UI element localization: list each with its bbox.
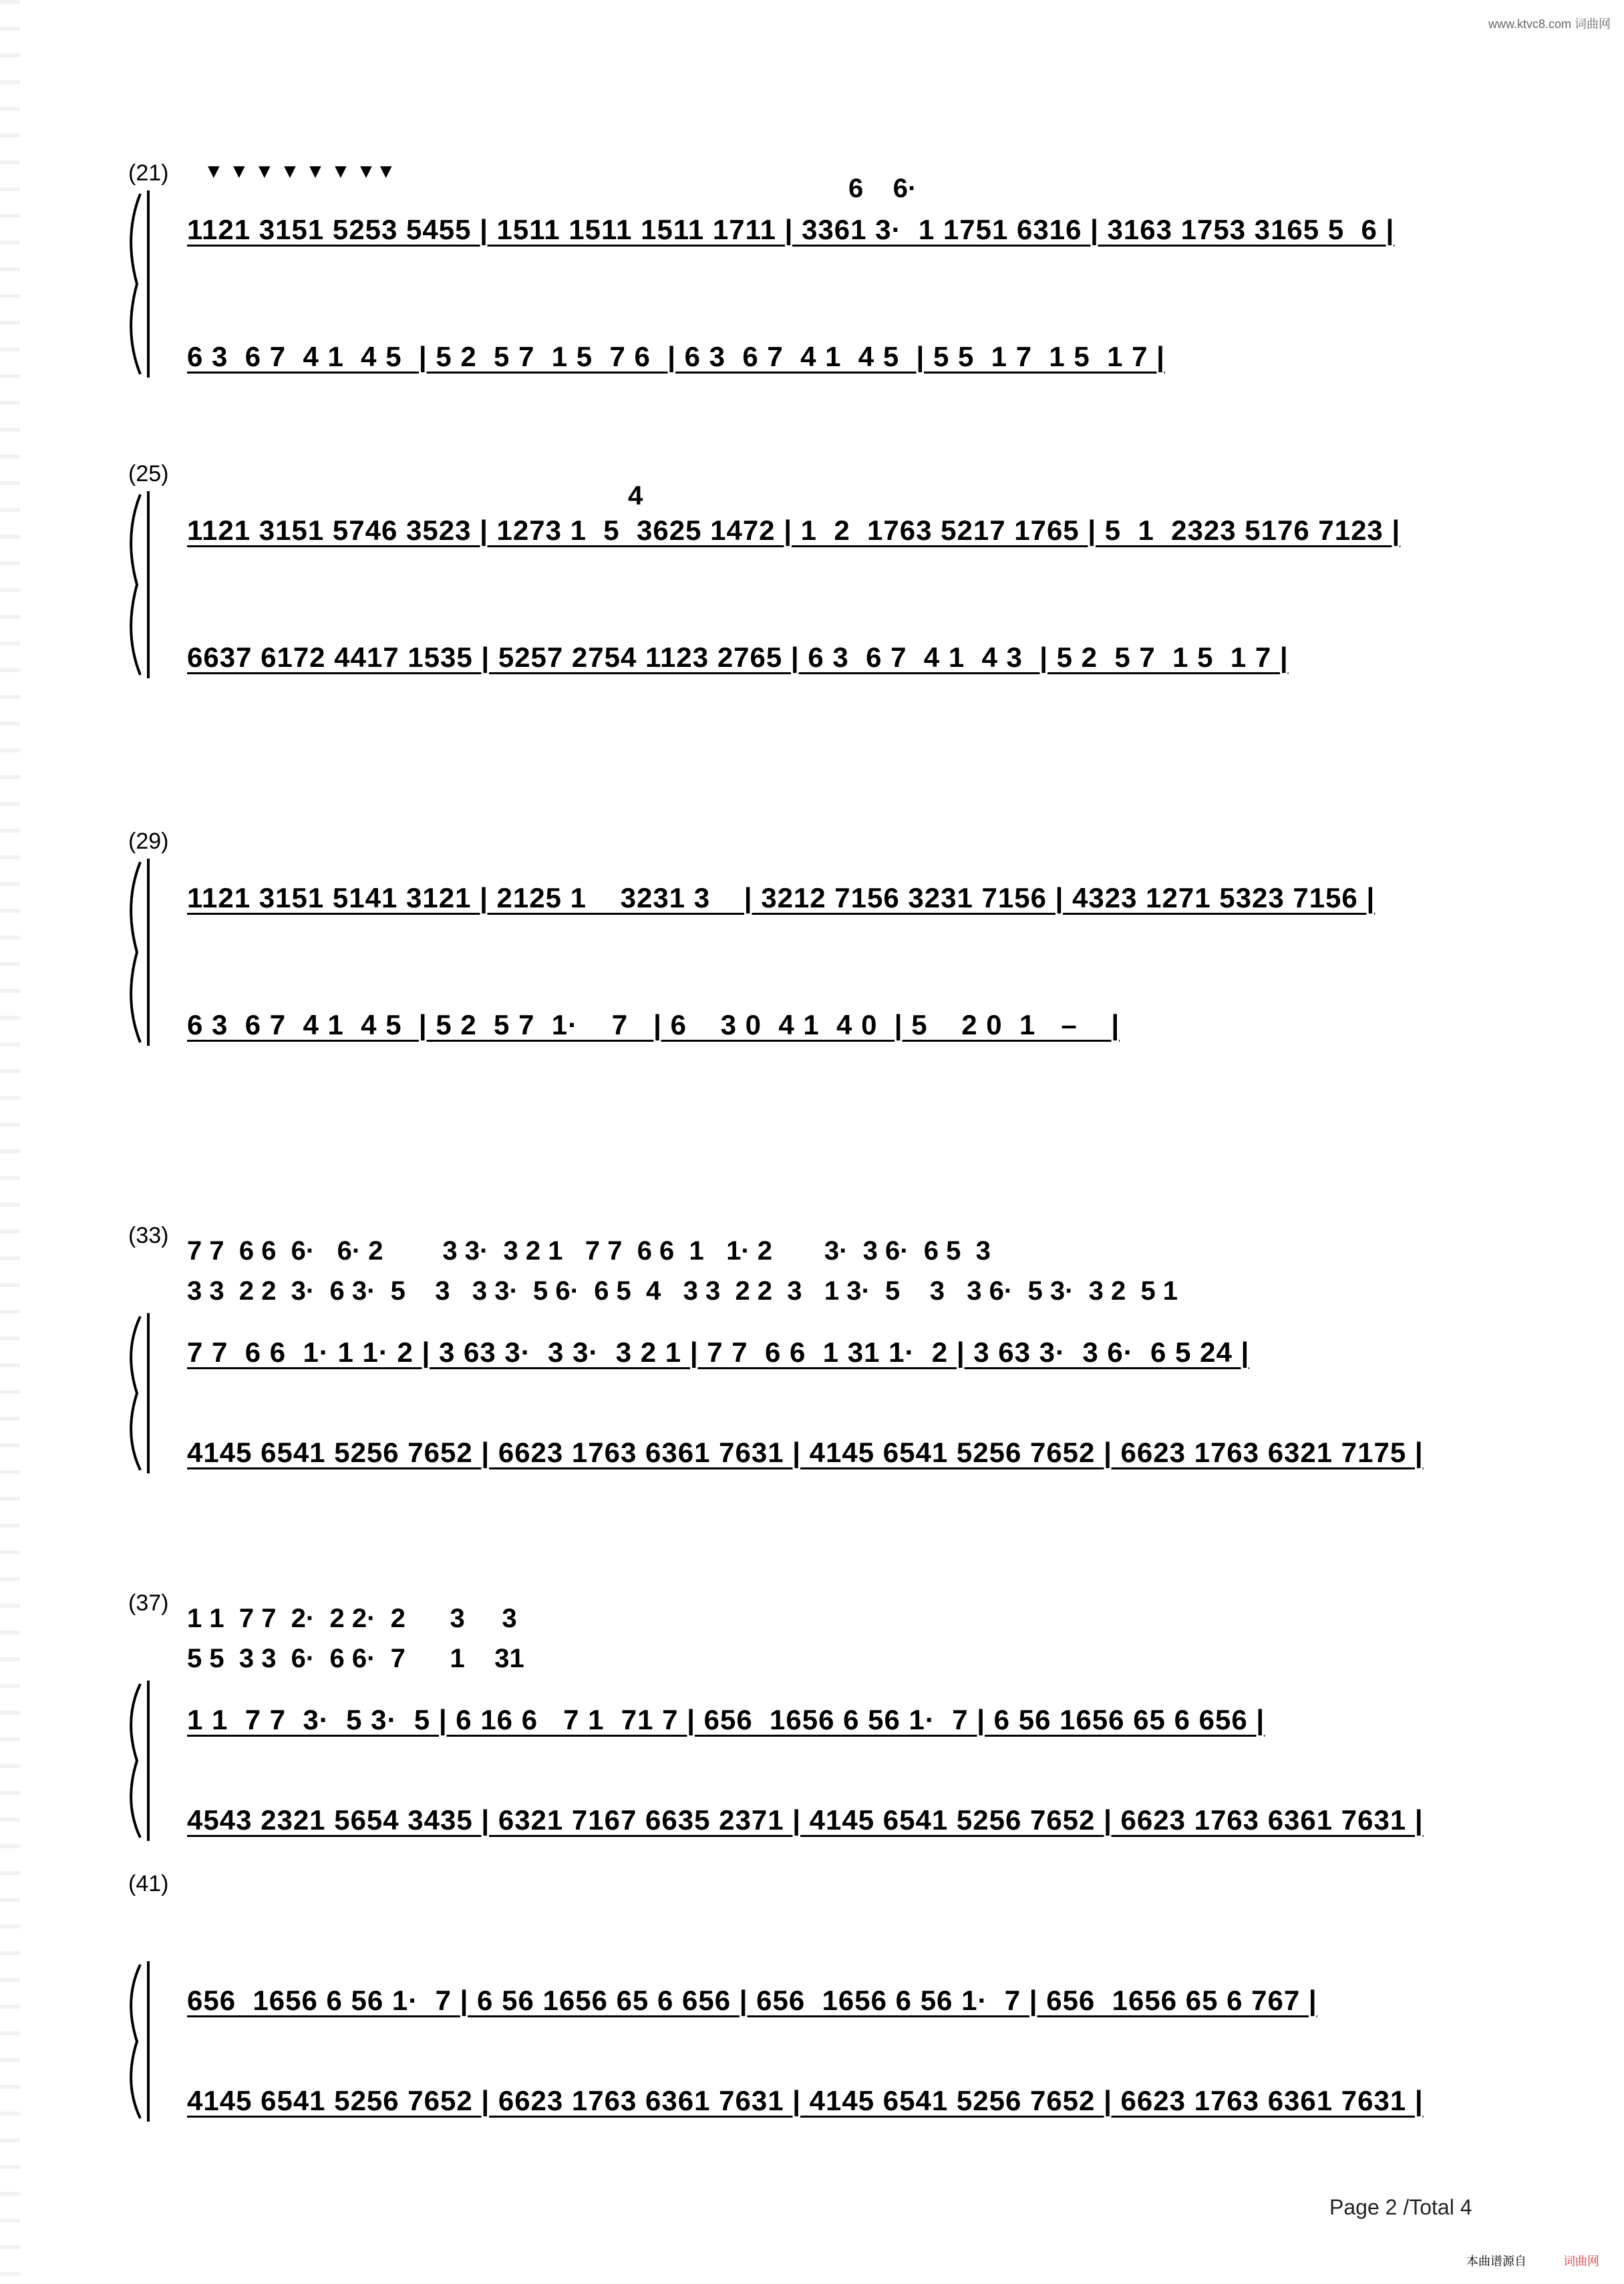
bass-line: 4145 6541 5256 7652 | 6623 1763 6361 7631 | 4145 6541 5256 7652 | 6623 1763 6321 7175 | bbox=[187, 1437, 1424, 1468]
chord-notes: 3 3 2 2 3· 6 3· 5 3 3 3· 5 6· 6 5 4 3 3 2 2 3 1 3· 5 3 3 6· 5 3· 3 2 5 1 bbox=[187, 1276, 1178, 1306]
bass-line: 4145 6541 5256 7652 | 6623 1763 6361 7631 | 4145 6541 5256 7652 | 6623 1763 6361 7631 | bbox=[187, 2085, 1424, 2116]
treble-line: 1 1 7 7 3· 5 3· 5 | 6 16 6 7 1 71 7 | 656 1656 6 56 1· 7 | 6 56 1656 65 6 656 | bbox=[187, 1704, 1265, 1735]
page-indicator: Page 2 /Total 4 bbox=[1329, 2195, 1472, 2219]
brace bbox=[131, 494, 140, 675]
source-label: 本曲谱源自 bbox=[1466, 2255, 1526, 2268]
treble-line: 1121 3151 5141 3121 | 2125 1 3231 3 | 3212 7156 3231 7156 | 4323 1271 5323 7156 | bbox=[187, 882, 1375, 913]
treble-line: 1121 3151 5253 5455 | 1511 1511 1511 1711 | 3361 3· 1 1751 6316 | 3163 1753 3165 5 6 | bbox=[187, 214, 1395, 245]
chord-notes: 6 6· bbox=[848, 174, 917, 203]
chord-notes: 5 5 3 3 6· 6 6· 7 1 31 bbox=[187, 1644, 524, 1673]
treble-line: 7 7 6 6 1· 1 1· 2 | 3 63 3· 3 3· 3 2 1 | 7 7 6 6 1 31 1· 2 | 3 63 3· 3 6· 6 5 24 | bbox=[187, 1336, 1250, 1368]
bass-line: 6 3 6 7 4 1 4 5 | 5 2 5 7 1· 7 | 6 3 0 4 1 4 0 | 5 2 0 1 – | bbox=[187, 1009, 1120, 1040]
measure-number: (37) bbox=[128, 1590, 169, 1616]
measure-number: (21) bbox=[128, 160, 169, 186]
measure-number: (25) bbox=[128, 461, 169, 486]
brace bbox=[131, 1316, 140, 1470]
bass-line: 6 3 6 7 4 1 4 5 | 5 2 5 7 1 5 7 6 | 6 3 6 7 4 1 4 5 | 5 5 1 7 1 5 1 7 | bbox=[187, 341, 1165, 372]
treble-line: 1121 3151 5746 3523 | 1273 1 5 3625 1472 | 1 2 1763 5217 1765 | 5 1 2323 5176 7123 | bbox=[187, 515, 1401, 546]
chord-notes: 4 bbox=[628, 481, 643, 511]
brace bbox=[131, 194, 140, 374]
upper-marks: ▼ ▼ ▼ ▼ ▼ ▼ ▼▼ bbox=[204, 160, 396, 182]
brace bbox=[131, 1684, 140, 1838]
bass-line: 6637 6172 4417 1535 | 5257 2754 1123 2765 | 6 3 6 7 4 1 4 3 | 5 2 5 7 1 5 1 7 | bbox=[187, 641, 1289, 673]
measure-number: (41) bbox=[128, 1871, 169, 1896]
treble-line: 656 1656 6 56 1· 7 | 6 56 1656 65 6 656 | 656 1656 6 56 1· 7 | 656 1656 65 6 767 | bbox=[187, 1985, 1317, 2016]
upper-marks: 7 7 6 6 6· 6· 2 3 3· 3 2 1 7 7 6 6 1 1· 2 3· 3 6· 6 5 3 bbox=[187, 1236, 991, 1266]
site-logo[interactable]: 词曲网 bbox=[1563, 2255, 1599, 2268]
bass-line: 4543 2321 5654 3435 | 6321 7167 6635 2371 | 4145 6541 5256 7652 | 6623 1763 6361 7631 | bbox=[187, 1804, 1424, 1836]
site-header[interactable]: www.ktvc8.com 词曲网 bbox=[1488, 17, 1611, 31]
brace bbox=[131, 862, 140, 1042]
measure-number: (33) bbox=[128, 1223, 169, 1248]
brace bbox=[131, 1965, 140, 2118]
watermark-strip bbox=[0, 0, 20, 2284]
measure-number: (29) bbox=[128, 829, 169, 854]
upper-marks: 1 1 7 7 2· 2 2· 2 3 3 bbox=[187, 1604, 517, 1633]
